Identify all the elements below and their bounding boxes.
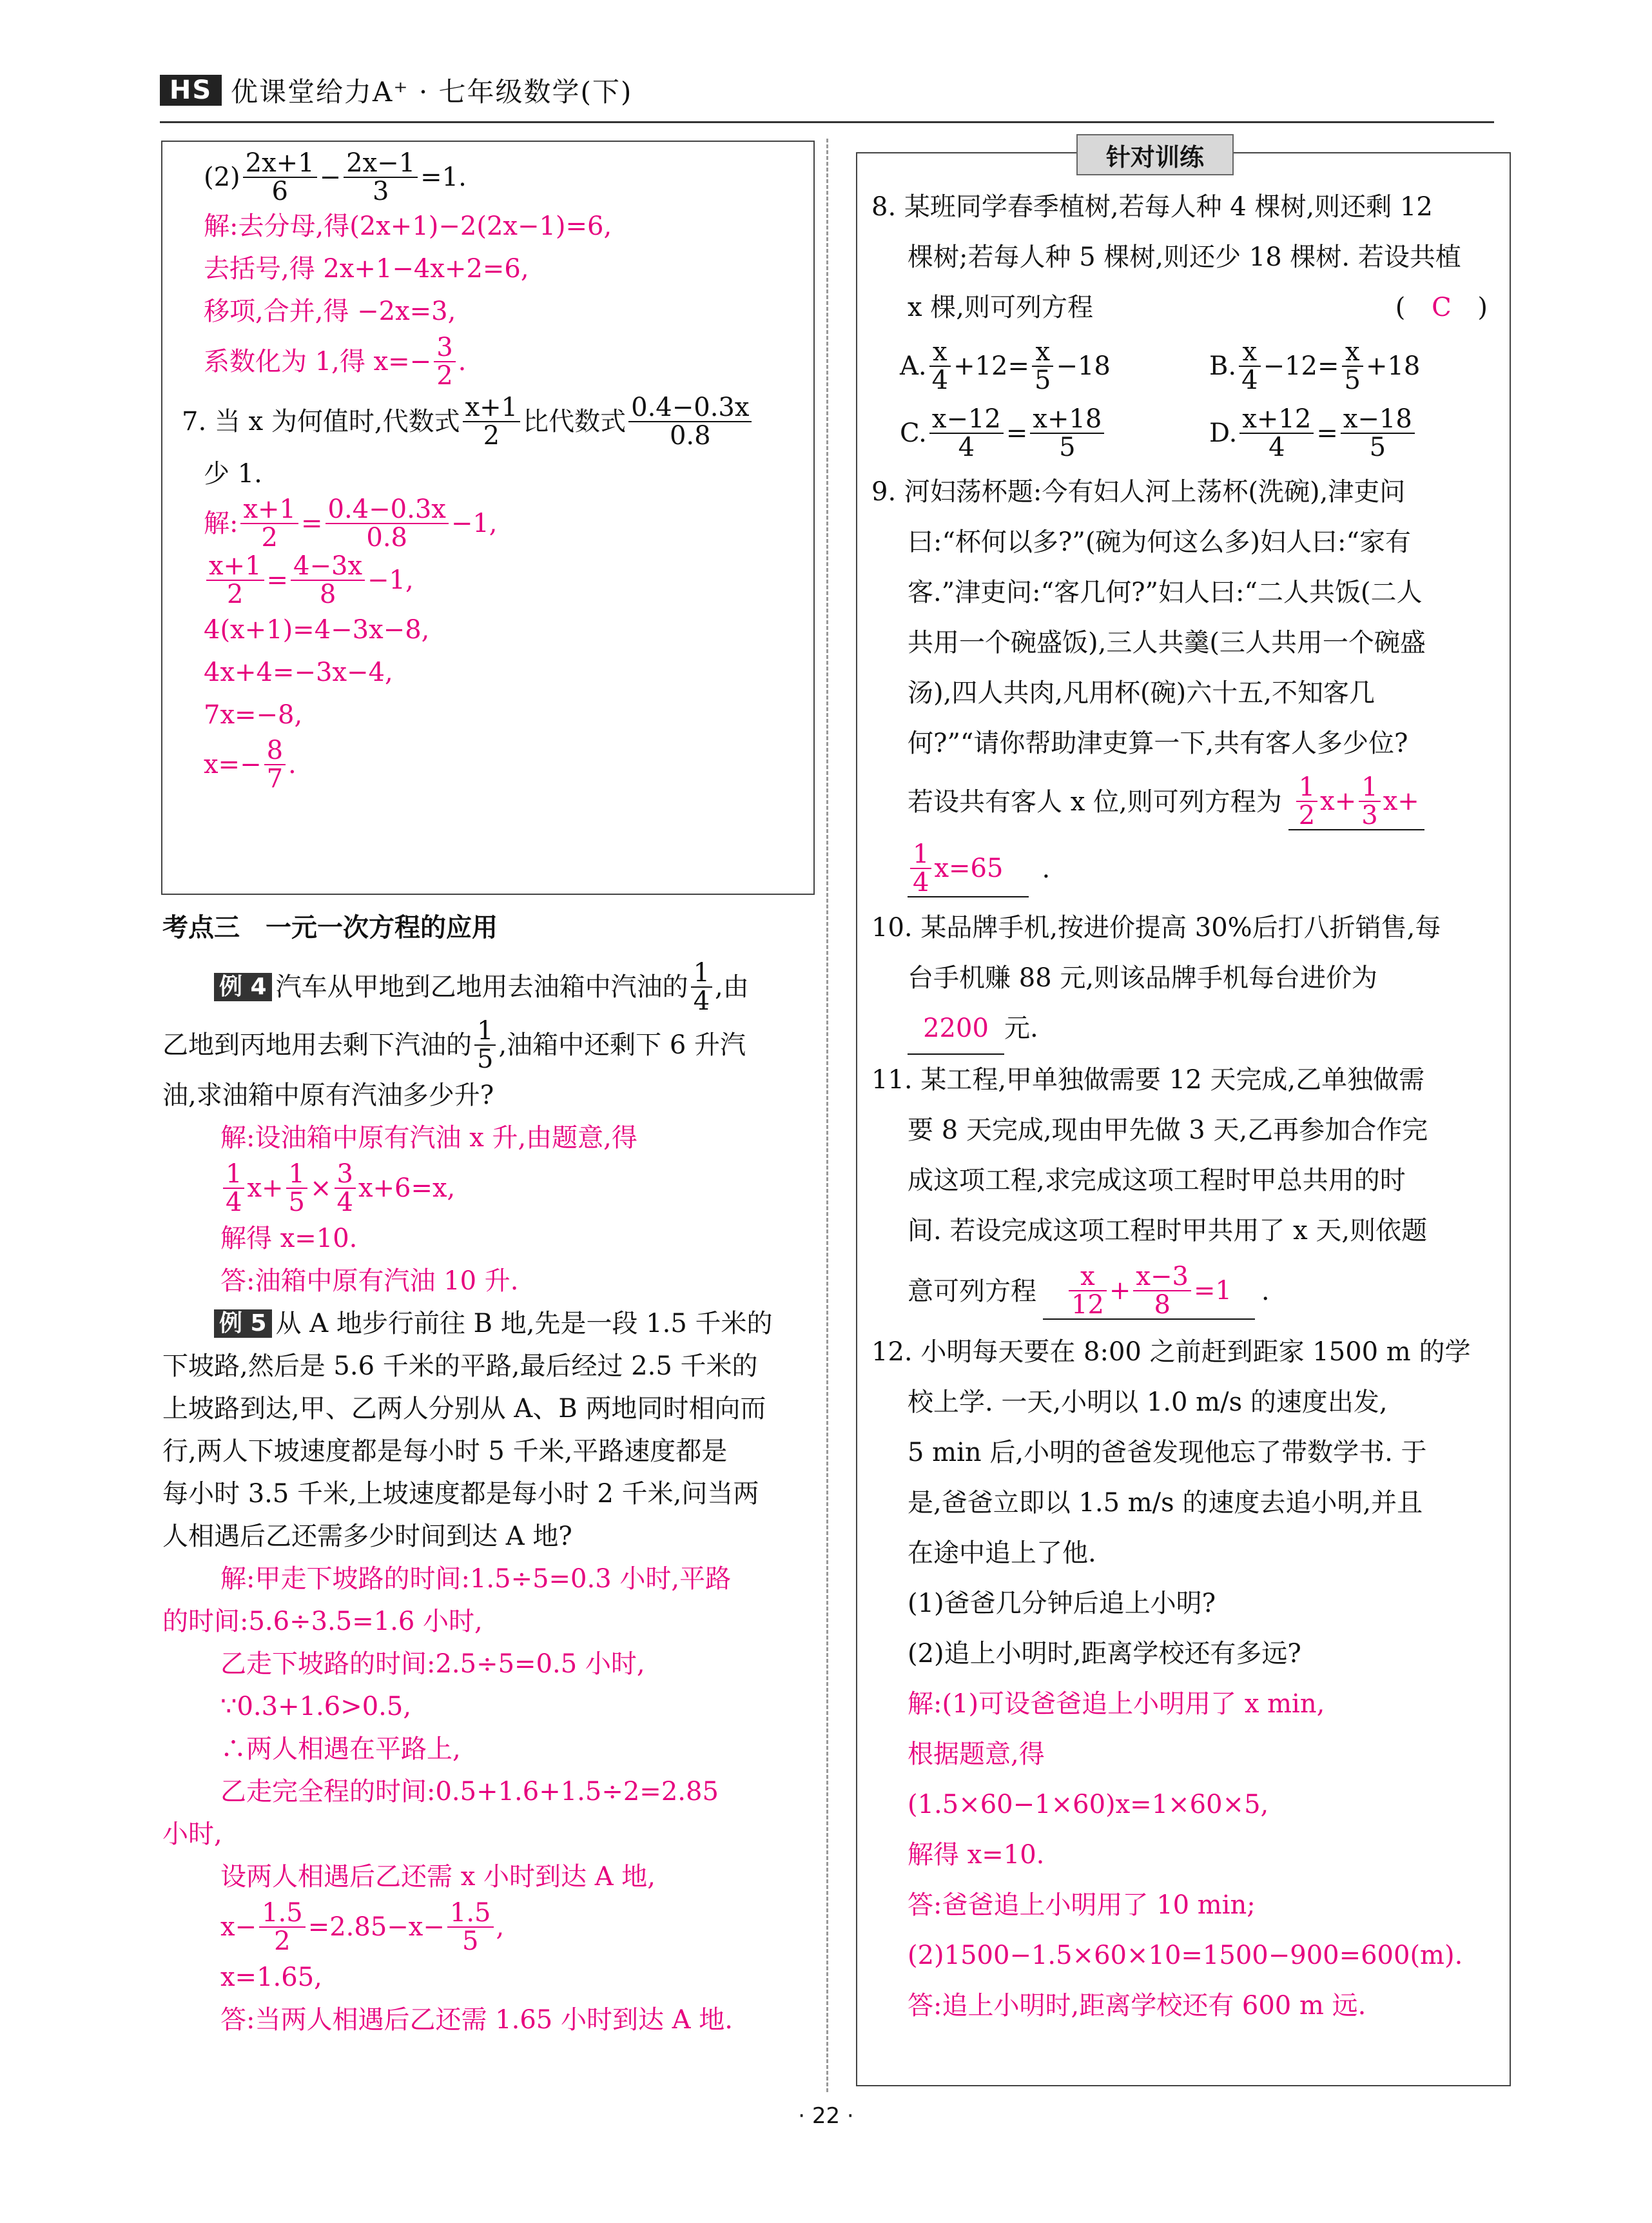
answer-blank: [908, 841, 1029, 897]
fraction: [463, 394, 521, 449]
q8-line: 棵树;若每人种 5 棵树,则还少 18 棵树. 若设共植: [908, 242, 1461, 272]
num: 1: [910, 841, 931, 869]
num: 3: [434, 334, 455, 362]
den: 5: [288, 1188, 305, 1217]
q10-line: 10. 某品牌手机,按进价提高 30%后打八折销售,每: [871, 913, 1441, 943]
fraction: [291, 553, 365, 608]
answer-blank: [1043, 1263, 1255, 1320]
q8-options-ab: [871, 333, 1503, 400]
ex4-line3: 油,求油箱中原有汽油多少升?: [162, 1081, 494, 1110]
fraction: [1069, 1263, 1107, 1318]
q6-step1: 解:去分母,得(2x+1)−2(2x−1)=6,: [204, 211, 612, 241]
den: 4: [1268, 433, 1285, 462]
den: 4: [336, 1188, 353, 1217]
fraction: [447, 1899, 494, 1955]
den: 5: [1344, 366, 1361, 395]
q9-line-last: [871, 769, 1503, 836]
text: .: [1042, 854, 1051, 884]
q12-line: 12. 小明每天要在 8:00 之前赶到距家 1500 m 的学: [871, 1337, 1471, 1367]
num: 1.5: [259, 1899, 306, 1928]
den: 0.8: [669, 421, 711, 451]
text: −12=: [1263, 351, 1339, 381]
q9-line: 何?”“请你帮助津吏算一下,共有客人多少位?: [908, 729, 1408, 758]
answer-paren: [1395, 282, 1488, 333]
q12-sol: (2)1500−1.5×60×10=1500−900=600(m).: [908, 1941, 1463, 1970]
q8-line: 8. 某班同学春季植树,若每人种 4 棵树,则还剩 12: [871, 192, 1433, 222]
ex4-sol-3: 答:油箱中原有汽油 10 升.: [220, 1266, 519, 1296]
den: 5: [1059, 433, 1076, 462]
text: −1,: [367, 565, 414, 595]
ex5-line: 每小时 3.5 千米,上坡速度都是每小时 2 千米,问当两: [162, 1479, 759, 1509]
text: ,: [496, 1912, 505, 1942]
ex4-line2: [162, 1016, 813, 1074]
fraction: [1341, 406, 1415, 461]
left-box-content: [182, 150, 801, 793]
answer-blank: [1288, 774, 1424, 830]
ex5-sol: 解:甲走下坡路的时间:1.5÷5=0.3 小时,平路: [220, 1564, 732, 1594]
answer-blank: 2200: [908, 1003, 1004, 1055]
ex5-line: 行,两人下坡速度都是每小时 5 千米,平路速度都是: [162, 1436, 728, 1466]
den: 4: [931, 366, 949, 395]
fraction: [259, 1899, 306, 1955]
den: 2: [1298, 801, 1316, 830]
q10-answer: [871, 1003, 1503, 1055]
ex4-sol-2: 解得 x=10.: [220, 1224, 358, 1253]
text: ,由: [715, 972, 749, 1002]
q12-line: 校上学. 一天,小明以 1.0 m/s 的速度出发,: [908, 1387, 1388, 1417]
section-title: 考点三 一元一次方程的应用: [162, 913, 498, 943]
q9-line: 共用一个碗盛饭),三人共羹(三人共用一个碗盛: [908, 628, 1426, 658]
num: x: [1239, 338, 1260, 367]
fraction: [243, 150, 317, 205]
text: =: [1316, 418, 1338, 448]
num: x+18: [1030, 406, 1104, 434]
num: x−12: [929, 406, 1004, 434]
q11-line-last: [871, 1256, 1503, 1327]
text: =1: [1193, 1276, 1232, 1306]
text: −18: [1056, 351, 1111, 381]
text: 元.: [1004, 1014, 1038, 1043]
option-b: [1209, 338, 1420, 394]
fraction: [910, 841, 931, 896]
den: 2: [261, 523, 278, 553]
label: A.: [900, 351, 927, 381]
num: 2x−1: [344, 150, 418, 178]
ex5-sol: 设两人相遇后乙还需 x 小时到达 A 地,: [220, 1862, 656, 1892]
text: 若设共有客人 x 位,则可列方程为: [908, 787, 1282, 817]
fraction: [628, 394, 752, 449]
example-tag: 例 4: [214, 973, 272, 1001]
den: 5: [477, 1044, 494, 1074]
num: 1: [223, 1160, 244, 1189]
text: −1,: [451, 509, 498, 538]
den: 5: [1369, 433, 1386, 462]
text: +12=: [953, 351, 1029, 381]
den: 6: [271, 177, 288, 206]
ex5-line1: [214, 1302, 813, 1345]
q12-sol: 答:追上小明时,距离学校还有 600 m 远.: [908, 1991, 1366, 2021]
fraction: [434, 334, 455, 389]
ex5-answer: 答:当两人相遇后乙还需 1.65 小时到达 A 地.: [220, 2005, 733, 2035]
text: x 棵,则可列方程: [908, 293, 1093, 322]
q10-line: 台手机赚 88 元,则该品牌手机每台进价为: [908, 963, 1378, 993]
q7-sol-5: 7x=−8,: [204, 700, 303, 730]
fraction: [1133, 1263, 1191, 1318]
label: C.: [900, 418, 927, 448]
num: x: [1032, 338, 1053, 367]
den: 5: [462, 1926, 479, 1956]
num: 2x+1: [243, 150, 317, 178]
num: x: [1342, 338, 1363, 367]
q7-sol-4: 4x+4=−3x−4,: [204, 658, 393, 687]
answer: C: [1432, 293, 1452, 322]
practice-banner: 针对训练: [1076, 134, 1234, 175]
num: x: [929, 338, 951, 367]
num: x+1: [240, 496, 298, 524]
den: 12: [1071, 1290, 1104, 1320]
q12-line: 是,爸爸立即以 1.5 m/s 的速度去追小明,并且: [908, 1488, 1423, 1518]
q6-step2: 去括号,得 2x+1−4x+2=6,: [204, 254, 529, 284]
den: 2: [436, 361, 453, 391]
den: 8: [319, 580, 336, 609]
q7-sol-1: [204, 495, 801, 552]
fraction: [335, 1160, 356, 1216]
text: x=−: [204, 750, 262, 779]
fraction: [1296, 774, 1317, 829]
q12-line: (1)爸爸几分钟后追上小明?: [908, 1589, 1216, 1618]
text: +: [1109, 1276, 1131, 1306]
num: 0.4−0.3x: [628, 394, 752, 422]
text: =: [266, 565, 289, 595]
header-rule: [160, 121, 1494, 123]
den: 4: [913, 868, 929, 897]
den: 4: [226, 1188, 242, 1217]
num: 1: [1296, 774, 1317, 802]
text: 汽车从甲地到乙地用去油箱中汽油的: [275, 972, 688, 1002]
fraction: [929, 338, 951, 394]
den: 8: [1154, 1290, 1171, 1320]
text: 乙地到丙地用去剩下汽油的: [162, 1030, 472, 1060]
ex5-line: 人相遇后乙还需多少时间到达 A 地?: [162, 1522, 572, 1551]
header: [160, 72, 632, 108]
ex5-sol: 的时间:5.6÷3.5=1.6 小时,: [162, 1607, 483, 1636]
q12-line: 在途中追上了他.: [908, 1538, 1096, 1568]
q9-line: 曰:“杯何以多?”(碗为何这么多)妇人曰:“家有: [908, 527, 1411, 557]
num: 1: [286, 1160, 307, 1189]
q6-2: [204, 150, 801, 205]
q7-sol-2: [204, 552, 801, 609]
text: x+6=x,: [358, 1173, 456, 1203]
den: 4: [958, 433, 975, 462]
text: 解:: [204, 509, 238, 538]
ex5-sol: ∴两人相遇在平路上,: [220, 1734, 461, 1764]
text: ×: [309, 1173, 332, 1203]
q7-stem: [182, 391, 801, 453]
paren: ): [1477, 293, 1488, 322]
ex5-x: x=1.65,: [220, 1963, 322, 1992]
text: +18: [1365, 351, 1421, 381]
option-a: [900, 338, 1209, 394]
operator: −: [319, 162, 342, 192]
den: 7: [266, 764, 284, 794]
text: x−: [220, 1912, 257, 1942]
label: (2): [204, 162, 240, 192]
fraction: [691, 959, 712, 1015]
den: 0.8: [366, 523, 407, 553]
num: x+1: [463, 394, 521, 422]
column-divider: [826, 139, 828, 2092]
fraction: [1359, 774, 1380, 829]
den: 4: [1241, 366, 1258, 395]
num: x+1: [206, 553, 264, 581]
q7-stem-end: 少 1.: [204, 459, 262, 489]
num: 8: [264, 737, 286, 765]
fraction: [264, 737, 286, 792]
q12-sol: 答:爸爸追上小明用了 10 min;: [908, 1890, 1256, 1920]
example-tag: 例 5: [214, 1309, 272, 1338]
fraction: [240, 496, 298, 551]
den: 4: [693, 986, 710, 1016]
num: 1: [691, 959, 712, 988]
ex5-sol: 乙走完全程的时间:0.5+1.6+1.5÷2=2.85: [220, 1777, 719, 1807]
text: x+: [1383, 787, 1419, 816]
fraction: [1239, 338, 1260, 394]
q8-line-last: [871, 282, 1503, 333]
q12-sol: (1.5×60−1×60)x=1×60×5,: [908, 1790, 1269, 1819]
den: 3: [372, 177, 389, 206]
fraction: [1342, 338, 1363, 394]
rhs: =1.: [420, 162, 467, 192]
ex4-equation: [162, 1159, 813, 1217]
num: 3: [335, 1160, 356, 1189]
ex4-line1: [214, 958, 813, 1016]
num: x−3: [1133, 1263, 1191, 1291]
fraction: [344, 150, 418, 205]
text: =: [301, 509, 323, 538]
ex5-sol: ∵0.3+1.6>0.5,: [220, 1692, 412, 1721]
q11-line: 要 8 天完成,现由甲先做 3 天,乙再参加合作完: [908, 1115, 1428, 1145]
den: 2: [227, 580, 244, 609]
fraction: [474, 1017, 496, 1073]
q7-sol-6: [204, 736, 801, 793]
q7-sol-3: 4(x+1)=4−3x−8,: [204, 615, 430, 645]
q12-sol: 根据题意,得: [908, 1739, 1045, 1769]
num: 1: [1359, 774, 1380, 802]
q11-line: 间. 若设完成这项工程时甲共用了 x 天,则依题: [908, 1216, 1428, 1246]
num: 1: [474, 1017, 496, 1046]
q9-line: 客.”津吏问:“客几何?”妇人曰:“二人共饭(二人: [908, 578, 1423, 607]
text: x=65: [934, 854, 1004, 883]
den: 2: [483, 421, 500, 451]
q9-answer-cont: [871, 836, 1503, 903]
q11-line: 成这项工程,求完成这项工程时甲总共用的时: [908, 1166, 1406, 1195]
text: 7. 当 x 为何值时,代数式: [182, 407, 460, 436]
paren: (: [1395, 293, 1406, 322]
text: x+: [247, 1173, 284, 1203]
num: 1.5: [447, 1899, 494, 1928]
ex5-equation: [162, 1898, 813, 1956]
ex4-sol-1: 解:设油箱中原有汽油 x 升,由题意,得: [220, 1123, 637, 1153]
fraction: [286, 1160, 307, 1216]
text: =: [1006, 418, 1028, 448]
num: 4−3x: [291, 553, 365, 581]
q12-sol: 解得 x=10.: [908, 1840, 1045, 1870]
section-3: [162, 906, 813, 2041]
text: x+: [1320, 787, 1357, 816]
num: x+12: [1239, 406, 1314, 434]
logo: HS: [160, 75, 222, 106]
fraction: [1032, 338, 1053, 394]
header-title: 优课堂给力A⁺ · 七年级数学(下): [231, 76, 633, 108]
label: B.: [1209, 351, 1237, 381]
ex5-sol: 小时,: [162, 1819, 222, 1849]
fraction: [206, 553, 264, 608]
q11-line: 11. 某工程,甲单独做需要 12 天完成,乙单独做需: [871, 1065, 1425, 1095]
text: 从 A 地步行前往 B 地,先是一段 1.5 千米的: [275, 1309, 773, 1338]
num: x−18: [1341, 406, 1415, 434]
right-content: [871, 182, 1503, 2031]
fraction: [1239, 406, 1314, 461]
text: ,油箱中还剩下 6 升汽: [498, 1030, 746, 1060]
option-d: [1209, 406, 1417, 461]
text: .: [1261, 1277, 1270, 1306]
fraction: [1030, 406, 1104, 461]
q12-line: (2)追上小明时,距离学校还有多远?: [908, 1639, 1301, 1669]
text: 比代数式: [523, 407, 627, 436]
ex5-line: 上坡路到达,甲、乙两人分别从 A、B 两地同时相向而: [162, 1394, 766, 1424]
option-c: [900, 406, 1209, 461]
q6-step3: 移项,合并,得 −2x=3,: [204, 297, 456, 326]
label: D.: [1209, 418, 1238, 448]
text: 意可列方程: [908, 1277, 1036, 1306]
q9-line: 汤),四人共肉,凡用杯(碗)六十五,不知客几: [908, 678, 1375, 708]
q9-line: 9. 河妇荡杯题:今有妇人河上荡杯(洗碗),津吏问: [871, 477, 1406, 507]
page-number: · 22 ·: [798, 2103, 854, 2129]
num: x: [1069, 1263, 1107, 1291]
den: 5: [1035, 366, 1051, 395]
q6-step4: [204, 333, 801, 391]
fraction: [223, 1160, 244, 1216]
text: 系数化为 1,得 x=−: [204, 347, 432, 377]
num: 0.4−0.3x: [326, 496, 449, 524]
q12-sol: 解:(1)可设爸爸追上小明用了 x min,: [908, 1689, 1325, 1719]
fraction: [929, 406, 1004, 461]
ex5-line: 下坡路,然后是 5.6 千米的平路,最后经过 2.5 千米的: [162, 1351, 758, 1381]
ex5-sol: 乙走下坡路的时间:2.5÷5=0.5 小时,: [220, 1649, 645, 1679]
fraction: [326, 496, 449, 551]
den: 2: [274, 1926, 291, 1956]
den: 3: [1361, 801, 1378, 830]
q12-line: 5 min 后,小明的爸爸发现他忘了带数学书. 于: [908, 1438, 1427, 1467]
text: .: [288, 750, 296, 779]
q8-options-cd: [871, 400, 1503, 467]
text: =2.85−x−: [307, 1912, 445, 1942]
text: .: [458, 347, 467, 377]
